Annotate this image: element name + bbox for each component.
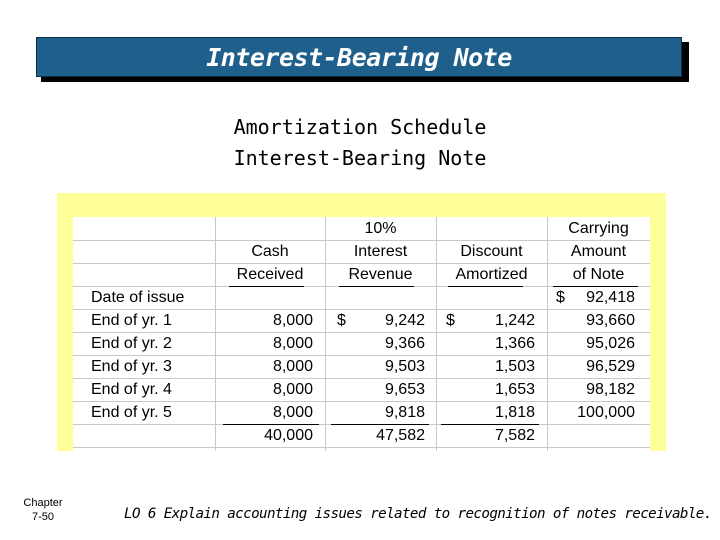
chapter-label: Chapter [23,497,63,509]
header-carrying-line2: Amount [570,243,627,260]
discount-amortized: 1,366 [494,335,535,352]
discount-amortized: 1,242 [494,312,535,329]
cash-received: 8,000 [272,312,313,329]
carrying-amount: 93,660 [586,312,635,329]
row-label: End of yr. 5 [91,404,172,421]
header-cash-line1 [215,217,325,240]
schedule-title: Amortization Schedule [233,115,487,139]
discount-amortized: 1,653 [494,381,535,398]
header-discount-line1 [436,217,547,240]
header-cash-line3: Received [236,266,304,283]
discount-amortized [436,286,535,309]
cash-received: 8,000 [272,335,313,352]
total-discount-amortized: 7,582 [494,427,535,444]
discount-dollar-sign: $ [446,312,455,329]
row-label: Date of issue [91,289,185,306]
header-cash-line2: Cash [251,243,289,260]
title-bar [36,37,682,77]
cash-received [215,286,313,309]
cash-received: 8,000 [272,404,313,421]
carrying-amount: 96,529 [586,358,635,375]
amortization-table [73,217,650,451]
page-number: 7-50 [31,511,55,523]
chapter-reference [18,496,68,524]
cash-received: 8,000 [272,358,313,375]
cash-received: 8,000 [272,381,313,398]
row-label: End of yr. 4 [91,381,172,398]
header-carrying-line1: Carrying [568,220,629,237]
carrying-amount: 98,182 [586,381,635,398]
header-carrying-line3: of Note [572,266,625,283]
carrying-dollar-sign: $ [556,289,565,306]
row-label: End of yr. 2 [91,335,172,352]
interest-revenue: 9,503 [384,358,425,375]
header-discount-line3: Amortized [455,266,528,283]
header-interest-line3: Revenue [348,266,413,283]
carrying-amount: 100,000 [577,404,635,421]
learning-objective: LO 6 Explain accounting issues related to recognition of notes receivable. [124,506,712,522]
interest-revenue: 9,818 [384,404,425,421]
discount-amortized: 1,818 [494,404,535,421]
interest-revenue [325,286,425,309]
carrying-amount: 92,418 [586,289,635,306]
total-interest-revenue: 47,582 [376,427,425,444]
carrying-amount: 95,026 [586,335,635,352]
header-discount-line2: Discount [460,243,523,260]
header-interest-line1: 10% [364,220,397,237]
row-label: End of yr. 1 [91,312,172,329]
slide-title: Interest-Bearing Note [206,42,512,72]
total-cash-received: 40,000 [264,427,313,444]
interest-revenue: 9,653 [384,381,425,398]
interest-revenue: 9,242 [384,312,425,329]
schedule-subtitle: Interest-Bearing Note [233,146,487,170]
interest-dollar-sign: $ [337,312,346,329]
row-label: End of yr. 3 [91,358,172,375]
discount-amortized: 1,503 [494,358,535,375]
interest-revenue: 9,366 [384,335,425,352]
header-interest-line2: Interest [353,243,408,260]
